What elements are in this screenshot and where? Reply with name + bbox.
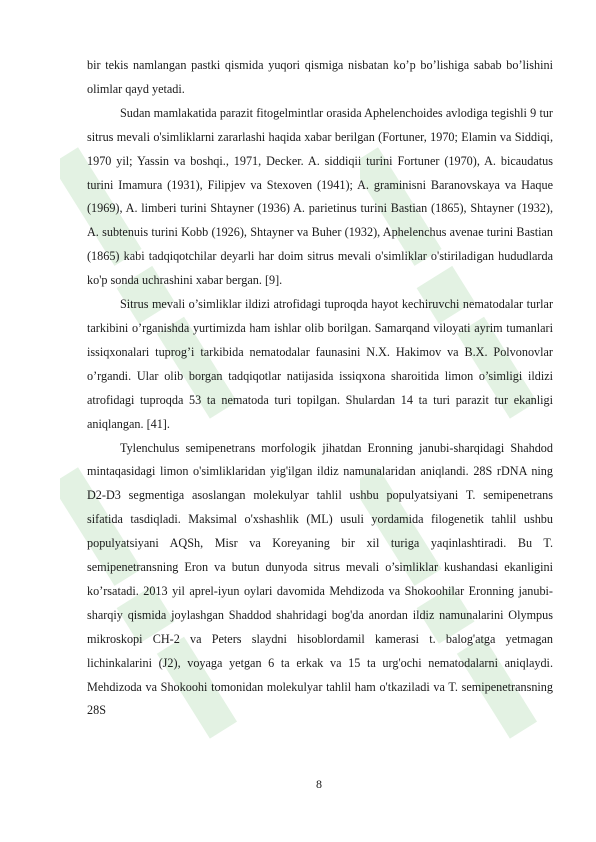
paragraph: Sitrus mevali o’simliklar ildizi atrofidagi tuproqda hayot kechiruvchi nematodalar turlar tarkibini o’rganishda yurtimizda ham ishlar olib borilgan. Samarqand viloyati ayrim tumanlari issiqxonalari tuprog’i tarkibida nematodalar faunasini N.X. Hakimov va B.X. Polvonovlar o’rgandi. Ular olib borgan tadqiqotlar natijasida issiqxona sharoitida limon o’simligi ildizi atrofidagi tuproqda 53 ta nematoda turi topilgan. Shulardan 14 ta turi parazit tur ekanligi aniqlangan. [41]. bbox=[87, 297, 553, 431]
paragraph: Sudan mamlakatida parazit fitogelmintlar orasida Aphelenchoides avlodiga tegishli 9 tur sitrus mevali o'simliklarni zararlashi haqida xabar berilgan (Fortuner, 1970; Elamin va Siddiqi, 1970 yil; Yassin va boshqi., 1971, Decker. A. siddiqii turini Fortuner (1970), A. bicaudatus turini Imamura (1931), Filipjev va Stexoven (1941); A. graminisni Baranovskaya va Haque (1969), A. limberi turini Shtayner (1936) A. parietinus turini Bastian (1865), Shtayner (1932), A. subtenuis turini Kobb (1926), Shtayner va Buher (1932), Aphelenchus avenae turini Bastian (1865) kabi tadqiqotchilar deyarli har doim sitrus mevali o'simliklar o'stiriladigan hududlarda ko'p sonda uchrashini xabar bergan. [9]. bbox=[87, 105, 553, 288]
paragraph-continuation: bir tekis namlangan pastki qismida yuqori qismiga nisbatan ko’p bo’lishiga sabab bo’lishini olimlar qayd yetadi. bbox=[87, 58, 553, 96]
paragraph: Tylenchulus semipenetrans morfologik jihatdan Eronning janubi-sharqidagi Shahdod mintaqasidagi limon o'simliklaridan yig'ilgan ildiz namunalaridan aniqlandi. 28S rDNA ning D2-D3 segmentiga asoslangan molekulyar tahlil ushbu populyatsiyani T. semipenetrans sifatida tasdiqladi. Maksimal o'xshashlik (ML) usuli yordamida filogenetik tahlil ushbu populyatsiyani AQSh, Misr va Koreyaning bir xil turiga yaqinlashtiradi. Bu T. semipenetransning Eron va butun dunyoda sitrus mevali o’simliklar kushandasi ekanligini ko’rsatadi. 2013 yil aprel-iyun oylari davomida Mehdizoda va Shokoohilar Eronning janubi-sharqiy qismida joylashgan Shaddod shahridagi bog'da anordan ildiz namunalarini Olympus mikroskopi CH-2 va Peters slaydni hisoblordamil kamerasi t. balog'atga yetmagan lichinkalarini (J2), voyaga yetgan 6 ta erkak va 15 ta urg'ochi nematodalarni aniqlaydi. Mehdizoda va Shokoohi tomonidan molekulyar tahlil ham o'tkaziladi va T. semipenetransning 28S bbox=[87, 440, 553, 718]
body-text bbox=[87, 54, 553, 723]
page-number: 8 bbox=[316, 777, 322, 791]
